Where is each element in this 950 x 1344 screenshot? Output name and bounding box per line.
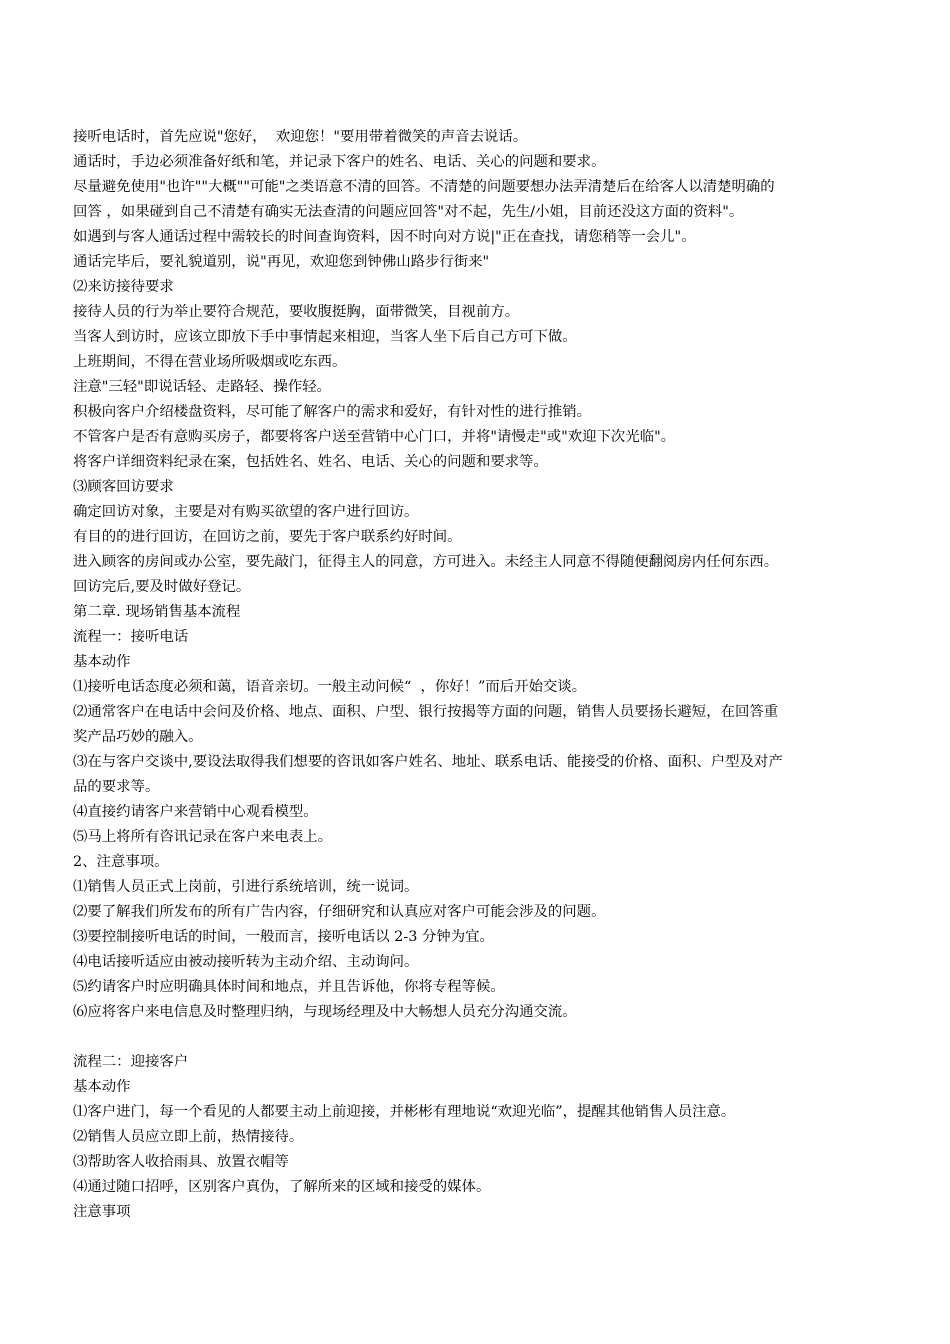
text-line: 当客人到访时，应该立即放下手中事情起来相迎，当客人坐下后自己方可下做。 (73, 329, 577, 345)
text-line: 上班期间，不得在营业场所吸烟或吃东西。 (73, 354, 347, 370)
process-heading: 流程一：接听电话 (73, 629, 189, 645)
text-line: 尽量避免使用"也许""大概""可能"之类语意不清的回答。不清楚的问题要想办法弄清楚后在给客人以清楚明确的 (73, 179, 775, 195)
list-item: ⑹应将客户来电信息及时整理归纳，与现场经理及中大畅想人员充分沟通交流。 (73, 1004, 577, 1020)
subheading: 基本动作 (73, 654, 131, 670)
process-heading: 流程二：迎接客户 (73, 1054, 189, 1070)
text-block-a (73, 125, 913, 1025)
chapter-heading: 第二章. 现场销售基本流程 (73, 604, 241, 620)
text-line: 如遇到与客人通话过程中需较长的时间查询资料，因不时向对方说|"正在查找，请您稍等一会儿"。 (73, 229, 696, 245)
text-line: 确定回访对象，主要是对有购买欲望的客户进行回访。 (73, 504, 419, 520)
text-line: 不管客户是否有意购买房子，都要将客户送至营销中心门口，并将"请慢走"或"欢迎下次光临"。 (73, 429, 676, 445)
subheading: 基本动作 (73, 1079, 131, 1095)
paragraph-gap (73, 1025, 913, 1050)
document-page (73, 125, 913, 1225)
list-item: ⑵要了解我们所发布的所有广告内容，仔细研究和认真应对客户可能会涉及的问题。 (73, 904, 606, 920)
text-line: 将客户详细资料纪录在案，包括姓名、姓名、电话、关心的问题和要求等。 (73, 454, 548, 470)
text-line: 回答 ，如果碰到自己不清楚有确实无法查清的问题应回答"对不起，先生/小姐，目前还没这方面的资料"。 (73, 204, 744, 220)
text-block-b (73, 1050, 913, 1225)
subheading: 注意事项 (73, 1204, 131, 1220)
list-item-continued: 奖产品巧妙的融入。 (73, 729, 203, 745)
list-item: ⑶在与客户交谈中,要设法取得我们想要的咨讯如客户姓名、地址、联系电话、能接受的价格、面积、户型及对产 (73, 754, 783, 770)
list-item: ⑴接听电话态度必须和蔼，语音亲切。一般主动问候“ ，你好！”而后开始交谈。 (73, 679, 587, 695)
list-item: ⑷电话接听适应由被动接听转为主动介绍、主动询问。 (73, 954, 419, 970)
text-line: 接待人员的行为举止要符合规范，要收腹挺胸，面带微笑，目视前方。 (73, 304, 520, 320)
text-line: 接听电话时，首先应说"您好， 欢迎您！"要用带着微笑的声音去说话。 (73, 129, 528, 145)
list-item: ⑸约请客户时应明确具体时间和地点，并且告诉他，你将专程等候。 (73, 979, 505, 995)
list-item: ⑸马上将所有咨讯记录在客户来电表上。 (73, 829, 333, 845)
list-item: ⑷通过随口招呼，区别客户真伪，了解所来的区域和接受的媒体。 (73, 1179, 491, 1195)
list-item: ⑶帮助客人收拾雨具、放置衣帽等 (73, 1154, 289, 1170)
text-line: 通话时，手边必须准备好纸和笔，并记录下客户的姓名、电话、关心的问题和要求。 (73, 154, 606, 170)
list-item: ⑴客户进门，每一个看见的人都要主动上前迎接，并彬彬有理地说“欢迎光临”，提醒其他销售人员注意。 (73, 1104, 736, 1120)
text-line: 注意"三轻"即说话轻、走路轻、操作轻。 (73, 379, 331, 395)
list-item: ⑵通常客户在电话中会问及价格、地点、面积、户型、银行按揭等方面的问题，销售人员要扬长避短，在回答重 (73, 704, 779, 720)
list-item: ⑴销售人员正式上岗前，引进行系统培训，统一说词。 (73, 879, 419, 895)
section-heading: ⑶顾客回访要求 (73, 479, 174, 495)
subheading: 2、注意事项。 (73, 854, 169, 870)
text-line: 积极向客户介绍楼盘资料，尽可能了解客户的需求和爱好，有针对性的进行推销。 (73, 404, 592, 420)
text-line: 通话完毕后，要礼貌道别，说"再见，欢迎您到钟佛山路步行街来" (73, 254, 490, 270)
text-line: 回访完后,要及时做好登记。 (73, 579, 251, 595)
text-line: 进入顾客的房间或办公室，要先敲门，征得主人的同意，方可进入。未经主人同意不得随便翻阅房内任何东西。 (73, 554, 779, 570)
section-heading: ⑵来访接待要求 (73, 279, 174, 295)
list-item: ⑵销售人员应立即上前，热情接待。 (73, 1129, 304, 1145)
list-item-continued: 品的要求等。 (73, 779, 160, 795)
list-item: ⑷直接约请客户来营销中心观看模型。 (73, 804, 318, 820)
text-line: 有目的的进行回访，在回访之前，要先于客户联系约好时间。 (73, 529, 462, 545)
list-item: ⑶要控制接听电话的时间，一般而言，接听电话以 2-3 分钟为宜。 (73, 929, 494, 945)
